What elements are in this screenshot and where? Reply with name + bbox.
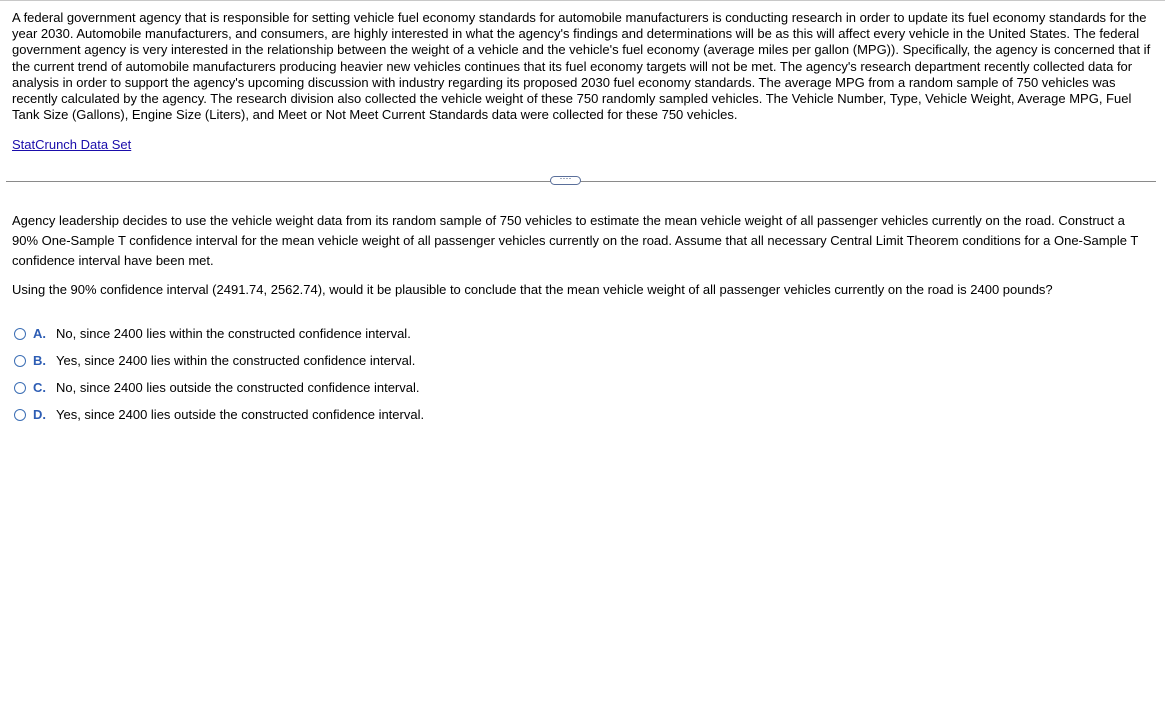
statcrunch-data-set-link[interactable]: StatCrunch Data Set xyxy=(12,137,132,152)
option-c[interactable] xyxy=(14,374,424,401)
question-paragraph: Agency leadership decides to use the vehicle weight data from its random sample of 750 vehicles to estimate the mean vehicle weight of all passenger vehicles currently on the road. Construct a 90% One-Sample T confidence interval for the mean vehicle weight of all passenger vehicles currently on the road. Assume that all necessary Central Limit Theorem conditions for a One-Sample T confidence interval have been met. xyxy=(12,213,1139,268)
option-text: Yes, since 2400 lies within the constructed confidence interval. xyxy=(56,353,416,368)
option-a[interactable] xyxy=(14,320,424,347)
radio-button-a[interactable] xyxy=(14,328,26,340)
radio-button-d[interactable] xyxy=(14,409,26,421)
answer-options xyxy=(14,320,424,428)
radio-button-c[interactable] xyxy=(14,382,26,394)
option-letter: B. xyxy=(33,353,46,368)
option-text: No, since 2400 lies outside the constructed confidence interval. xyxy=(56,380,420,395)
radio-button-b[interactable] xyxy=(14,355,26,367)
top-border xyxy=(0,0,1165,1)
section-divider xyxy=(6,181,1156,182)
option-text: No, since 2400 lies within the constructed confidence interval. xyxy=(56,326,411,341)
option-letter: D. xyxy=(33,407,46,422)
option-letter: C. xyxy=(33,380,46,395)
option-d[interactable] xyxy=(14,401,424,428)
ellipsis-icon: ···· xyxy=(559,172,572,183)
option-b[interactable] xyxy=(14,347,424,374)
option-text: Yes, since 2400 lies outside the constructed confidence interval. xyxy=(56,407,425,422)
expand-button[interactable] xyxy=(550,172,581,185)
question-prompt: Using the 90% confidence interval (2491.74, 2562.74), would it be plausible to conclude that the mean vehicle weight of all passenger vehicles currently on the road is 2400 pounds? xyxy=(12,282,1053,297)
intro-paragraph: A federal government agency that is responsible for setting vehicle fuel economy standards for automobile manufacturers is conducting research in order to update its fuel economy standards for the year 2030. Automobile manufacturers, and consumers, are highly interested in what the agency's findings and determinations will be as this will affect every vehicle in the United States. The federal government agency is very interested in the relationship between the weight of a vehicle and the vehicle's fuel economy (average miles per gallon (MPG)). Specifically, the agency is concerned that if the current trend of automobile manufacturers producing heavier new vehicles continues that its fuel economy targets will not be met. The agency's research department recently collected data for analysis in order to support the agency's upcoming discussion with industry regarding its proposed 2030 fuel economy standards. The average MPG from a random sample of 750 vehicles was recently calculated by the agency. The research division also collected the vehicle weight of these 750 randomly sampled vehicles. The Vehicle Number, Type, Vehicle Weight, Average MPG, Fuel Tank Size (Gallons), Engine Size (Liters), and Meet or Not Meet Current Standards data were collected for these 750 vehicles. xyxy=(12,10,1151,123)
option-letter: A. xyxy=(33,326,46,341)
